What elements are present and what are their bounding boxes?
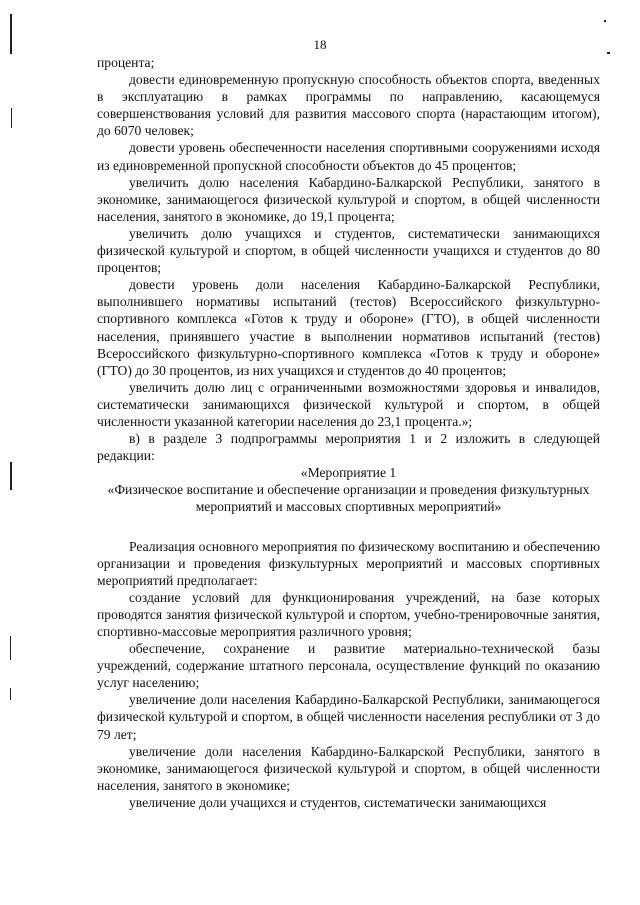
scan-mark — [607, 52, 610, 54]
paragraph: довести единовременную пропускную способность объектов спорта, введенных в эксплуатацию в рамках программы по направлению, касающемуся совершенствования условий для развития массового спорта (нарастающим итогом), до 6070 человек; — [97, 72, 600, 139]
paragraph: увеличение доли населения Кабардино-Балкарской Республики, занимающегося физической культурой и спортом, в общей численности населения республики от 3 до 79 лет; — [97, 692, 600, 742]
section-heading: «Мероприятие 1 — [300, 465, 397, 481]
paragraph: увеличение доли населения Кабардино-Балкарской Республики, занятого в экономике, занимающегося физической культурой и спортом, в общей численности населения, занятого в экономике; — [97, 743, 600, 793]
paragraph: Реализация основного мероприятия по физическому воспитанию и обеспечению организации и проведения физкультурных мероприятий и массовых спортивных мероприятий предполагает: — [97, 538, 600, 588]
scan-mark — [10, 462, 12, 490]
paragraph: увеличить долю учащихся и студентов, систематически занимающихся физической культурой и спортом, в общей численности учащихся и студентов до 80 процентов; — [97, 225, 600, 276]
scan-mark — [10, 636, 11, 660]
paragraph: обеспечение, сохранение и развитие материально-технической базы учреждений, содержание штатного персонала, осуществление функций по оказанию услуг населению; — [97, 641, 600, 691]
scan-mark — [11, 108, 12, 128]
scan-mark — [604, 20, 606, 22]
paragraph-group-a — [97, 54, 600, 464]
page-number: 18 — [313, 37, 327, 52]
paragraph: процента; — [97, 55, 155, 70]
document-body — [97, 54, 600, 811]
paragraph: создание условий для функционирования учреждений, на базе которых проводятся занятия физической культурой и спортом, учебно-тренировочные занятия, спортивно-массовые мероприятия различного уровня; — [97, 589, 600, 639]
scan-mark — [10, 688, 11, 700]
scan-mark — [10, 14, 12, 54]
paragraph: увеличение доли учащихся и студентов, систематически занимающихся — [129, 794, 547, 810]
section-gap — [97, 516, 600, 538]
paragraph: в) в разделе 3 подпрограммы мероприятия 1 и 2 изложить в следующей редакции: — [97, 431, 600, 464]
paragraph: увеличить долю лиц с ограниченными возможностями здоровья и инвалидов, систематически занимающихся физической культурой и спортом, в общей численности указанной категории населения до 23,1 процента.»; — [97, 379, 600, 429]
paragraph-group-b — [97, 538, 600, 812]
paragraph: довести уровень доли населения Кабардино-Балкарской Республики, выполнившего нормативы испытаний (тестов) Всероссийского физкультурно-спортивного комплекса «Готов к труду и обороне» (ГТО), в общей численности населения, принявшего участие в выполнении нормативов испытаний (тестов) Всероссийского физкультурно-спортивного комплекса «Готов к труду и обороне» (ГТО) до 30 процентов, из них учащихся и студентов до 40 процентов; — [97, 277, 600, 378]
section-subtitle: «Физическое воспитание и обеспечение организации и проведения физкультурных мероприятий и массовых спортивных мероприятий» — [107, 482, 590, 515]
paragraph: довести уровень обеспеченности населения спортивными сооружениями исходя из единовременной пропускной способности объектов до 45 процентов; — [97, 140, 600, 173]
paragraph: увеличить долю населения Кабардино-Балкарской Республики, занятого в экономике, занимающегося физической культурой и спортом, в общей численности населения, занятого в экономике, до 19,1 процента; — [97, 174, 600, 224]
